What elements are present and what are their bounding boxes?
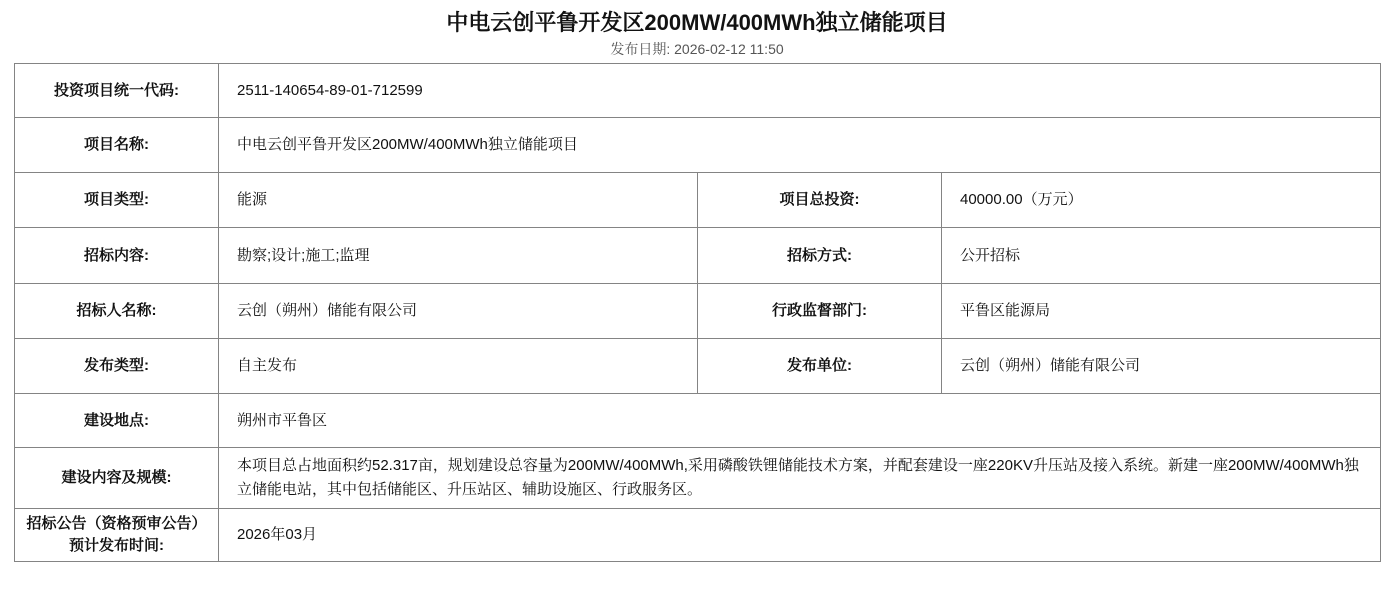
publish-date: 发布日期: 2026-02-12 11:50 (610, 41, 784, 57)
table-row-project-type-investment (15, 173, 1381, 228)
field-value-supervisory-dept: 平鲁区能源局 (942, 284, 1381, 339)
table-row-announcement-time (15, 509, 1381, 562)
field-value-bidder-name: 云创（朔州）储能有限公司 (219, 284, 698, 339)
field-label-announcement-time (15, 509, 219, 562)
table-row-bidder-supervisor (15, 284, 1381, 339)
field-value-project-name: 中电云创平鲁开发区200MW/400MWh独立储能项目 (219, 118, 1381, 173)
field-label-publish-type: 发布类型: (15, 339, 219, 394)
table-row-project-name (15, 118, 1381, 173)
field-value-bid-content: 勘察;设计;施工;监理 (219, 228, 698, 284)
field-value-project-code: 2511-140654-89-01-712599 (219, 64, 1381, 118)
field-label-announcement-time-line2: 预计发布时间: (69, 537, 164, 554)
field-value-announcement-time: 2026年03月 (219, 509, 1381, 562)
field-value-publish-type: 自主发布 (219, 339, 698, 394)
page-title: 中电云创平鲁开发区200MW/400MWh独立储能项目 (446, 10, 948, 35)
project-info-table (14, 63, 1381, 562)
field-label-construction-site: 建设地点: (15, 394, 219, 448)
field-label-construction-scope: 建设内容及规模: (15, 448, 219, 509)
table-row-construction-scope (15, 448, 1381, 509)
table-row-construction-site (15, 394, 1381, 448)
field-value-bid-method: 公开招标 (942, 228, 1381, 284)
field-label-project-code: 投资项目统一代码: (15, 64, 219, 118)
field-value-total-investment: 40000.00（万元） (942, 173, 1381, 228)
field-label-project-name: 项目名称: (15, 118, 219, 173)
field-label-total-investment: 项目总投资: (698, 173, 942, 228)
table-row-publish-type-unit (15, 339, 1381, 394)
field-value-publish-unit: 云创（朔州）储能有限公司 (942, 339, 1381, 394)
table-row-bid-content-method (15, 228, 1381, 284)
field-label-publish-unit: 发布单位: (698, 339, 942, 394)
field-label-announcement-time-line1: 招标公告（资格预审公告） (26, 515, 207, 532)
field-label-bid-content: 招标内容: (15, 228, 219, 284)
field-label-bid-method: 招标方式: (698, 228, 942, 284)
field-label-supervisory-dept: 行政监督部门: (698, 284, 942, 339)
field-label-project-type: 项目类型: (15, 173, 219, 228)
field-label-bidder-name: 招标人名称: (15, 284, 219, 339)
field-value-project-type: 能源 (219, 173, 698, 228)
field-value-construction-scope: 本项目总占地面积约52.317亩，规划建设总容量为200MW/400MWh,采用磷酸铁锂储能技术方案，并配套建设一座220KV升压站及接入系统。新建一座200MW/400MWh独立储能电站，其中包括储能区、升压站区、辅助设施区、行政服务区。 (219, 448, 1381, 509)
table-row-project-code (15, 64, 1381, 118)
field-value-construction-site: 朔州市平鲁区 (219, 394, 1381, 448)
